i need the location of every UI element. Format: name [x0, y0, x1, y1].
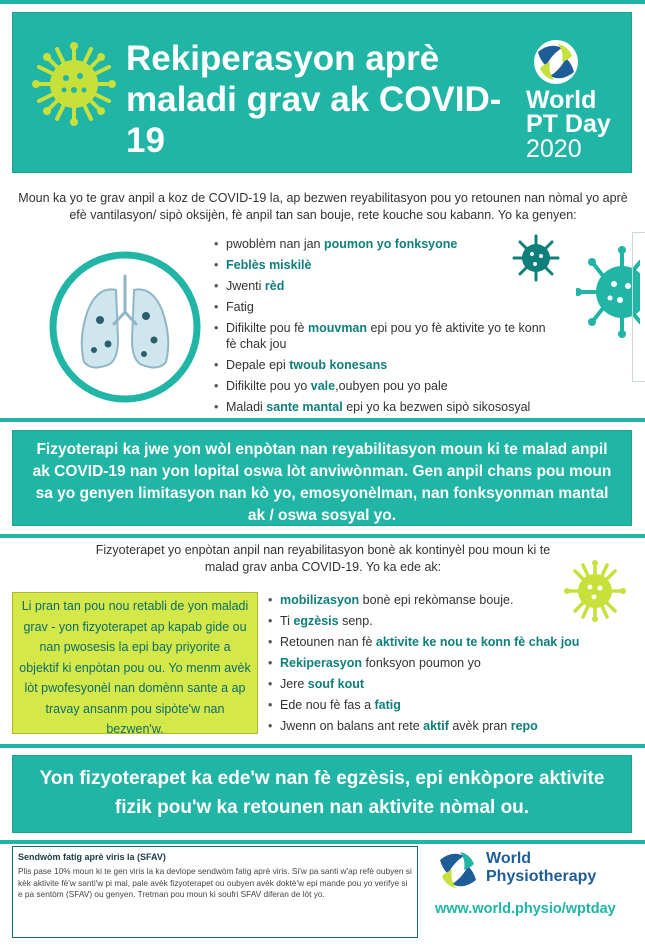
- virus-icon: [512, 234, 560, 282]
- sfav-body: Plis pase 10% moun ki te gen viris la ka devlope sendwòm fatig aprè viris. Si'w pa santi w'ap refè oubyen si kèk aktivite fè'w santi'w pi mal, pale avèk fizyoterapet ou oubyen avèk doktè'w epi mande pou yo verifye si e pa sentòm (SFAV) ou genyen. Tretman pou moun ki soufri SFAV diferan de lòt yo.: [18, 866, 412, 899]
- divider-stripe: [0, 418, 645, 422]
- divider-stripe: [0, 534, 645, 538]
- virus-icon: [32, 42, 116, 126]
- org-name-line1: World: [486, 850, 532, 867]
- side-edge-decoration: [632, 232, 645, 382]
- list-item: • Ti egzèsis senp.: [268, 613, 608, 630]
- org-name-line2: Physiotherapy: [486, 868, 597, 885]
- symptom-list: [214, 236, 554, 420]
- physio-help-intro: Fizyoterapet yo enpòtan anpil nan reyabilitasyon bonè ak kontinyèl pou moun ki te malad grav anba COVID-19. Yo ka ede ak:: [95, 543, 551, 574]
- exercise-banner: Yon fizyoterapet ka ede'w nan fè egzèsis, epi enkòpore aktivite fizik pou'w ka retounen nan aktivite nòmal ou.: [10, 753, 634, 835]
- world-physiotherapy-logo-text: [486, 850, 596, 886]
- list-item: • Ede nou fè fas a fatig: [268, 697, 608, 714]
- logo-year: 2020: [526, 135, 582, 163]
- world-physiotherapy-logo-icon: [434, 846, 482, 894]
- list-item: • Jwenti rèd: [214, 278, 554, 294]
- list-item: • Maladi sante mantal epi yo ka bezwen sipò sikososyal: [214, 399, 554, 415]
- lungs-illustration: [48, 250, 202, 404]
- list-item: • Difikilte pou yo vale,oubyen pou yo pale: [214, 378, 554, 394]
- world-physio-globe-icon: [532, 38, 580, 86]
- world-pt-day-logo: [526, 38, 626, 162]
- recovery-callout: Li pran tan pou nou retabli de yon maladi grav - yon fizyoterapet ap kapab gide ou nan pwosesis la epi bay priyorite a objektif ki enpòtan pou ou. Yo menm avèk lòt pwofesyonèl nan domènn sante a ap travay ansanm pou sipòte'w nan bezwen'w.: [12, 592, 258, 734]
- sfav-title: Sendwòm fatig aprè viris la (SFAV): [18, 852, 166, 862]
- divider-stripe: [0, 744, 645, 748]
- top-stripe: [0, 0, 645, 4]
- intro-paragraph: Moun ka yo te grav anpil a koz de COVID-19 la, ap bezwen reyabilitasyon pou yo retounen nan nòmal yo aprè efè vantilasyon/ sipò oksijèn, fè anpil tan san bouje, rete kouche sou kabann. Yo ka genyen:: [18, 191, 628, 222]
- page-title: Rekiperasyon aprè maladi grav ak COVID-19: [126, 39, 502, 160]
- list-item: • Fatig: [214, 299, 554, 315]
- logo-pt-day: PT Day: [526, 110, 611, 138]
- list-item: • mobilizasyon bonè epi rekòmanse bouje.: [268, 592, 608, 609]
- physio-help-list: [268, 592, 608, 739]
- list-item: • Jere souf kout: [268, 676, 608, 693]
- list-item: • Depale epi twoub konesans: [214, 357, 554, 373]
- virus-icon: [576, 246, 640, 338]
- divider-stripe: [0, 840, 645, 844]
- website-link[interactable]: www.world.physio/wptday: [435, 901, 616, 917]
- list-item: • Rekiperasyon fonksyon poumon yo: [268, 655, 608, 672]
- list-item: • pwoblèm nan jan poumon yo fonksyone: [214, 236, 554, 252]
- list-item: • Retounen nan fè aktivite ke nou te konn fè chak jou: [268, 634, 608, 651]
- logo-world: World: [526, 86, 597, 114]
- header-banner: [10, 10, 634, 175]
- sfav-info-box: [12, 846, 418, 938]
- list-item: • Feblès miskilè: [214, 257, 554, 273]
- list-item: • Difikilte pou fè mouvman epi pou yo fè aktivite yo te konn fè chak jou: [214, 320, 554, 352]
- list-item: • Jwenn on balans ant rete aktif avèk pran repo: [268, 718, 608, 735]
- physio-role-banner: Fizyoterapi ka jwe yon wòl enpòtan nan reyabilitasyon moun ki te malad anpil ak COVID-19 nan yon lopital oswa lòt anviwònman. Gen anpil chans pou moun sa yo genyen limitasyon nan kò yo, emosyonèlman, nan fonksyonman mantal ak / oswa sosyal yo.: [10, 428, 634, 528]
